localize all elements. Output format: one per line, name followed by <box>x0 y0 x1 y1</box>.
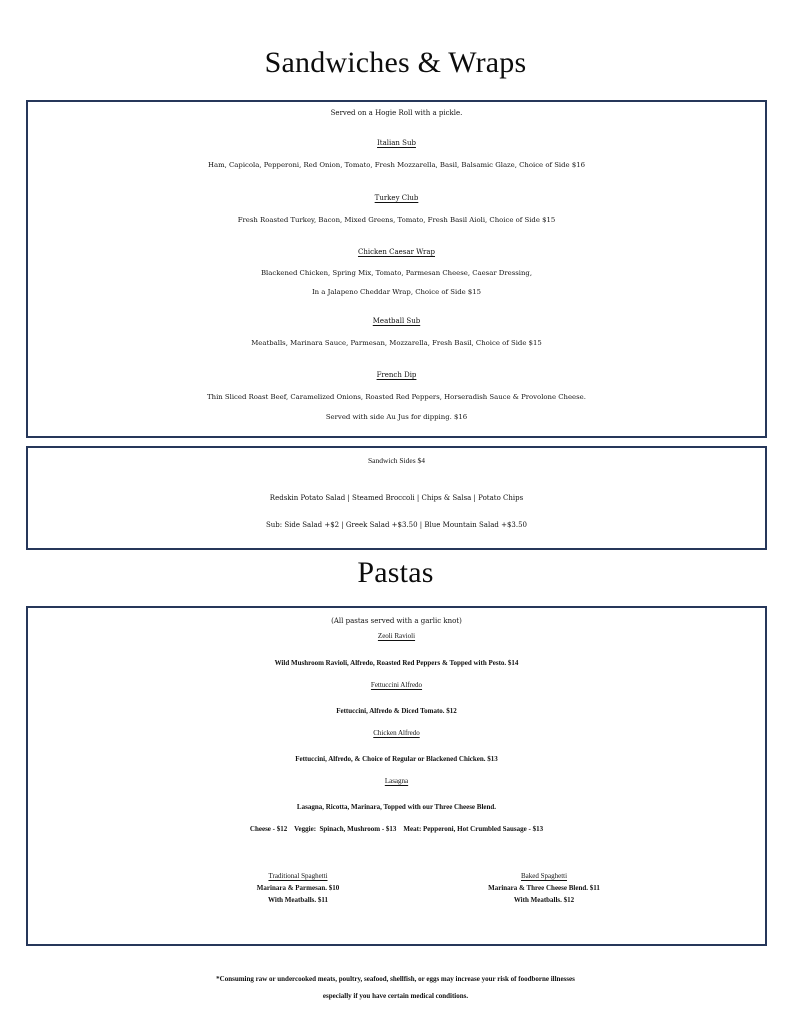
sandwich-desc-chicken-caesar-wrap-2: In a Jalapeno Cheddar Wrap, Choice of Side $15 <box>311 288 482 296</box>
pasta-desc-traditional-spaghetti-2: With Meatballs. $11 <box>268 896 328 904</box>
sandwich-desc-chicken-caesar-wrap-1: Blackened Chicken, Spring Mix, Tomato, Parmesan Cheese, Caesar Dressing, <box>260 269 533 277</box>
pastas-note: (All pastas served with a garlic knot) <box>331 617 462 625</box>
baked-spaghetti-block <box>394 872 694 904</box>
pasta-desc-lasagna: Lasagna, Ricotta, Marinara, Topped with our Three Cheese Blend. <box>296 803 497 811</box>
footnote-line-2: especially if you have certain medical conditions. <box>322 992 469 1000</box>
sandwich-name-french-dip: French Dip <box>376 371 417 379</box>
pasta-name-fettuccini-alfredo: Fettuccini Alfredo <box>370 681 423 689</box>
pasta-name-baked-spaghetti: Baked Spaghetti <box>520 872 568 880</box>
sandwiches-box <box>26 100 767 438</box>
sandwich-name-turkey-club: Turkey Club <box>374 194 419 202</box>
pasta-desc-traditional-spaghetti-1: Marinara & Parmesan. $10 <box>256 884 340 892</box>
footnote-line-1: *Consuming raw or undercooked meats, poultry, seafood, shellfish, or eggs may increase your risk of foodborne illnesses <box>216 975 575 983</box>
sandwich-sides-options: Redskin Potato Salad | Steamed Broccoli | Chips & Salsa | Potato Chips <box>269 494 524 502</box>
sandwiches-title: Sandwiches & Wraps <box>264 46 527 79</box>
pastas-title: Pastas <box>357 556 434 589</box>
sandwich-desc-french-dip-2: Served with side Au Jus for dipping. $16 <box>325 413 468 421</box>
pasta-desc-baked-spaghetti-2: With Meatballs. $12 <box>513 896 575 904</box>
sandwich-sides-substitutions: Sub: Side Salad +$2 | Greek Salad +$3.50 | Blue Mountain Salad +$3.50 <box>265 521 528 529</box>
sandwich-desc-italian-sub: Ham, Capicola, Pepperoni, Red Onion, Tomato, Fresh Mozzarella, Basil, Balsamic Glaze, Choice of Side $16 <box>208 161 585 169</box>
sandwich-name-chicken-caesar-wrap: Chicken Caesar Wrap <box>357 248 436 256</box>
sandwich-name-meatball-sub: Meatball Sub <box>372 317 421 325</box>
food-safety-footnote <box>0 971 791 1005</box>
sandwich-sides-box <box>26 446 767 550</box>
pasta-desc-fettuccini-alfredo: Fettuccini, Alfredo & Diced Tomato. $12 <box>336 707 457 715</box>
sandwiches-intro: Served on a Hogie Roll with a pickle. <box>330 109 463 117</box>
pasta-name-zeoli-ravioli: Zeoli Ravioli <box>377 632 416 640</box>
pasta-desc-baked-spaghetti-1: Marinara & Three Cheese Blend. $11 <box>488 884 600 892</box>
sandwich-sides-title: Sandwich Sides $4 <box>367 456 426 465</box>
sandwich-desc-meatball-sub: Meatballs, Marinara Sauce, Parmesan, Mozzarella, Fresh Basil, Choice of Side $15 <box>251 339 542 347</box>
sandwich-desc-turkey-club: Fresh Roasted Turkey, Bacon, Mixed Greens, Tomato, Fresh Basil Aioli, Choice of Side $15 <box>237 216 556 224</box>
pasta-name-chicken-alfredo: Chicken Alfredo <box>373 729 420 737</box>
sandwich-name-italian-sub: Italian Sub <box>377 139 416 147</box>
pasta-desc-zeoli-ravioli: Wild Mushroom Ravioli, Alfredo, Roasted Red Peppers & Topped with Pesto. $14 <box>274 659 519 667</box>
pasta-desc-chicken-alfredo: Fettuccini, Alfredo, & Choice of Regular or Blackened Chicken. $13 <box>295 755 498 763</box>
pasta-name-lasagna: Lasagna <box>384 777 409 785</box>
pastas-box <box>26 606 767 946</box>
pasta-name-traditional-spaghetti: Traditional Spaghetti <box>268 872 328 880</box>
lasagna-options: Cheese - $12 Veggie: Spinach, Mushroom - $13 Meat: Pepperoni, Hot Crumbled Sausage - $13 <box>249 825 544 833</box>
sandwich-desc-french-dip-1: Thin Sliced Roast Beef, Caramelized Onions, Roasted Red Peppers, Horseradish Sauce & Provolone Cheese. <box>207 393 586 401</box>
